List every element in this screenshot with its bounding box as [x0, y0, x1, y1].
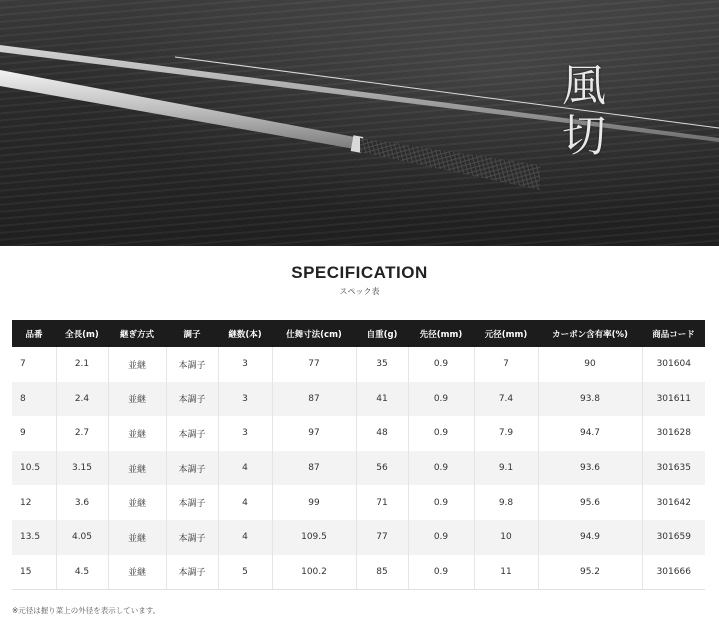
table-cell: 99 [272, 485, 356, 520]
brand-logo-kazekiri: 風切 [554, 62, 605, 162]
table-cell: 3.15 [56, 451, 108, 486]
table-cell: 本調子 [166, 451, 218, 486]
table-cell: 本調子 [166, 555, 218, 590]
table-cell: 2.4 [56, 382, 108, 417]
spec-subtitle: スペック表 [339, 287, 380, 296]
table-cell: 本調子 [166, 416, 218, 451]
hero-banner [0, 0, 719, 246]
spec-title: SPECIFICATION [291, 263, 428, 282]
table-row [12, 382, 705, 417]
fishing-rod-illustration [0, 0, 719, 246]
table-cell: 109.5 [272, 520, 356, 555]
header-cell: 全長(m) [56, 320, 108, 347]
table-cell: 5 [218, 555, 272, 590]
table-cell: 41 [356, 382, 408, 417]
table-cell: 7.4 [474, 382, 538, 417]
table-cell: 並継 [108, 485, 166, 520]
header-cell: 自重(g) [356, 320, 408, 347]
table-cell: 95.6 [538, 485, 642, 520]
table-cell: 9.1 [474, 451, 538, 486]
table-cell: 77 [356, 520, 408, 555]
table-cell: 4 [218, 520, 272, 555]
table-cell: 本調子 [166, 347, 218, 382]
table-cell: 0.9 [408, 520, 474, 555]
header-cell: 品番 [12, 320, 56, 347]
header-cell: 商品コード [642, 320, 705, 347]
table-cell: 0.9 [408, 485, 474, 520]
table-cell: 0.9 [408, 555, 474, 590]
table-cell: 35 [356, 347, 408, 382]
table-row [12, 451, 705, 486]
table-row [12, 485, 705, 520]
table-cell: 3 [218, 382, 272, 417]
table-cell: 並継 [108, 416, 166, 451]
table-cell: 12 [12, 485, 56, 520]
table-cell: 7.9 [474, 416, 538, 451]
table-cell: 本調子 [166, 382, 218, 417]
spec-table-container [12, 320, 705, 590]
table-cell: 93.6 [538, 451, 642, 486]
table-cell: 10 [474, 520, 538, 555]
table-cell: 56 [356, 451, 408, 486]
table-cell: 301635 [642, 451, 705, 486]
table-cell: 2.1 [56, 347, 108, 382]
table-cell: 3 [218, 416, 272, 451]
table-cell: 7 [474, 347, 538, 382]
table-cell: 4.5 [56, 555, 108, 590]
header-cell: 仕舞寸法(cm) [272, 320, 356, 347]
table-cell: 15 [12, 555, 56, 590]
table-cell: 301666 [642, 555, 705, 590]
table-row [12, 347, 705, 382]
table-cell: 4 [218, 485, 272, 520]
table-cell: 301642 [642, 485, 705, 520]
table-cell: 9.8 [474, 485, 538, 520]
table-cell: 100.2 [272, 555, 356, 590]
table-cell: 48 [356, 416, 408, 451]
table-cell: 0.9 [408, 451, 474, 486]
header-cell: 継数(本) [218, 320, 272, 347]
table-cell: 並継 [108, 347, 166, 382]
table-cell: 95.2 [538, 555, 642, 590]
header-cell: 調子 [166, 320, 218, 347]
table-cell: 本調子 [166, 520, 218, 555]
table-cell: 7 [12, 347, 56, 382]
table-cell: 87 [272, 382, 356, 417]
table-cell: 94.7 [538, 416, 642, 451]
table-cell: 301659 [642, 520, 705, 555]
table-cell: 97 [272, 416, 356, 451]
table-cell: 0.9 [408, 416, 474, 451]
table-cell: 0.9 [408, 382, 474, 417]
table-cell: 並継 [108, 555, 166, 590]
table-cell: 3 [218, 347, 272, 382]
main-rod [0, 70, 360, 150]
footnote: ※元径は握り菜上の外径を表示しています。 [12, 606, 161, 615]
header-cell: 元径(mm) [474, 320, 538, 347]
table-cell: 並継 [108, 451, 166, 486]
table-cell: 301604 [642, 347, 705, 382]
table-cell: 4.05 [56, 520, 108, 555]
table-cell: 0.9 [408, 347, 474, 382]
table-cell: 90 [538, 347, 642, 382]
table-cell: 85 [356, 555, 408, 590]
table-cell: 301628 [642, 416, 705, 451]
table-cell: 77 [272, 347, 356, 382]
header-cell: 継ぎ方式 [108, 320, 166, 347]
table-cell: 71 [356, 485, 408, 520]
table-cell: 2.7 [56, 416, 108, 451]
table-cell: 10.5 [12, 451, 56, 486]
rod-tip [175, 57, 719, 128]
table-cell: 301611 [642, 382, 705, 417]
table-cell: 87 [272, 451, 356, 486]
table-row [12, 555, 705, 590]
table-cell: 本調子 [166, 485, 218, 520]
table-cell: 8 [12, 382, 56, 417]
table-cell: 4 [218, 451, 272, 486]
table-cell: 3.6 [56, 485, 108, 520]
header-cell: カーボン含有率(%) [538, 320, 642, 347]
table-row [12, 416, 705, 451]
rod-grip [360, 138, 540, 190]
table-cell: 11 [474, 555, 538, 590]
table-cell: 93.8 [538, 382, 642, 417]
header-cell: 先径(mm) [408, 320, 474, 347]
table-cell: 94.9 [538, 520, 642, 555]
table-cell: 並継 [108, 520, 166, 555]
table-header-row [12, 320, 705, 347]
table-cell: 9 [12, 416, 56, 451]
table-row [12, 520, 705, 555]
spec-table [12, 320, 705, 590]
table-cell: 並継 [108, 382, 166, 417]
table-cell: 13.5 [12, 520, 56, 555]
